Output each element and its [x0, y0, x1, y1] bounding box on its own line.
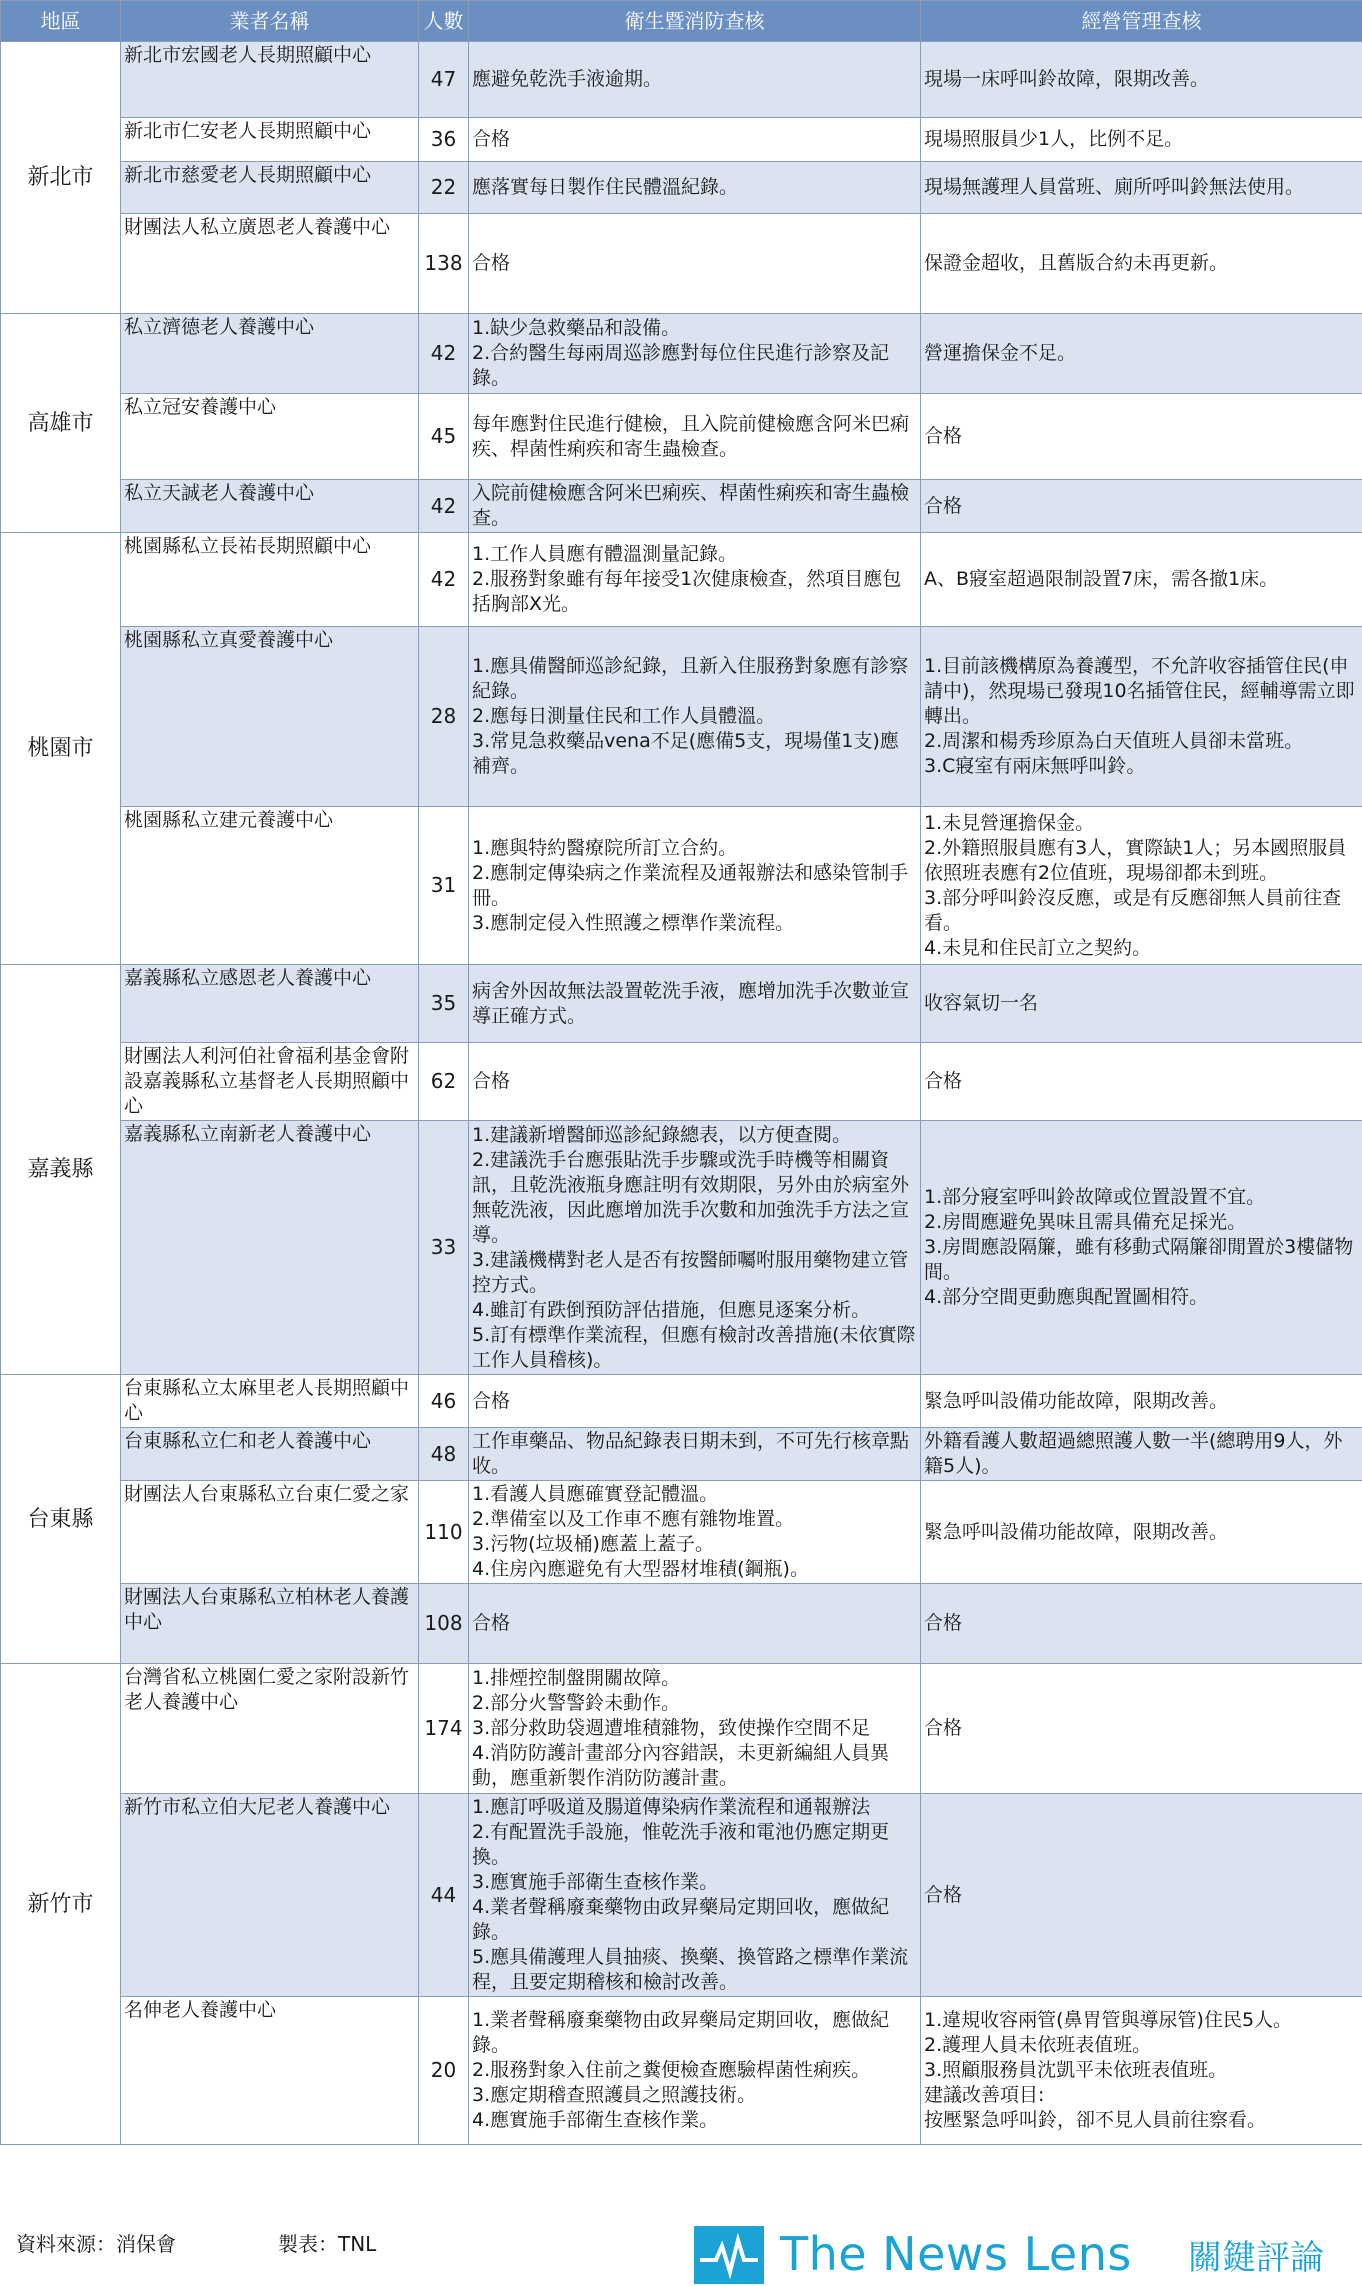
table-row [1, 42, 1362, 118]
operator-name-cell: 新北市慈愛老人長期照顧中心 [121, 162, 419, 214]
resident-count-cell: 35 [419, 965, 469, 1043]
header-region: 地區 [1, 1, 121, 42]
management-cell: 1.違規收容兩管(鼻胃管與導尿管)住民5人。 2.護理人員未依班表值班。 3.照顧服務員沈凱平未依班表值班。 建議改善項目: 按壓緊急呼叫鈴，卻不見人員前往察看。 [921, 1997, 1362, 2145]
table-header-row [1, 1, 1362, 42]
table-row [1, 1043, 1362, 1121]
resident-count-cell: 46 [419, 1375, 469, 1428]
management-cell: A、B寢室超過限制設置7床，需各撤1床。 [921, 533, 1362, 627]
management-cell: 合格 [921, 480, 1362, 533]
health-fire-cell: 1.缺少急救藥品和設備。 2.合約醫生每兩周巡診應對每位住民進行診察及記錄。 [469, 314, 921, 394]
management-cell: 合格 [921, 1664, 1362, 1794]
management-cell: 現場無護理人員當班、廁所呼叫鈴無法使用。 [921, 162, 1362, 214]
table-row [1, 1121, 1362, 1375]
health-fire-cell: 病舍外因故無法設置乾洗手液，應增加洗手次數並宣導正確方式。 [469, 965, 921, 1043]
management-cell: 緊急呼叫設備功能故障，限期改善。 [921, 1481, 1362, 1584]
table-row [1, 965, 1362, 1043]
management-cell: 保證金超收，且舊版合約未再更新。 [921, 214, 1362, 314]
resident-count-cell: 31 [419, 807, 469, 965]
resident-count-cell: 108 [419, 1584, 469, 1664]
operator-name-cell: 台東縣私立仁和老人養護中心 [121, 1428, 419, 1481]
operator-name-cell: 桃園縣私立建元養護中心 [121, 807, 419, 965]
region-cell: 台東縣 [1, 1375, 121, 1664]
table-row [1, 1375, 1362, 1428]
health-fire-cell: 1.應訂呼吸道及腸道傳染病作業流程和通報辦法 2.有配置洗手設施，惟乾洗手液和電池仍應定期更換。 3.應實施手部衛生查核作業。 4.業者聲稱廢棄藥物由政昇藥局定期回收，應做紀錄。 5.應具備護理人員抽痰、換藥、換管路之標準作業流程，且要定期稽核和檢討改善。 [469, 1794, 921, 1997]
region-cell: 新竹市 [1, 1664, 121, 2145]
resident-count-cell: 47 [419, 42, 469, 118]
region-cell: 桃園市 [1, 533, 121, 965]
health-fire-cell: 1.工作人員應有體溫測量記錄。 2.服務對象雖有每年接受1次健康檢查，然項目應包括胸部X光。 [469, 533, 921, 627]
operator-name-cell: 新竹市私立伯大尼老人養護中心 [121, 1794, 419, 1997]
header-count: 人數 [419, 1, 469, 42]
health-fire-cell: 1.業者聲稱廢棄藥物由政昇藥局定期回收，應做紀錄。 2.服務對象入住前之糞便檢查應驗桿菌性痢疾。 3.應定期稽查照護員之照護技術。 4.應實施手部衛生查核作業。 [469, 1997, 921, 2145]
operator-name-cell: 財團法人台東縣私立台東仁愛之家 [121, 1481, 419, 1584]
resident-count-cell: 45 [419, 394, 469, 480]
health-fire-cell: 1.應具備醫師巡診紀錄，且新入住服務對象應有診察紀錄。 2.應每日測量住民和工作人員體溫。 3.常見急救藥品vena不足(應備5支，現場僅1支)應補齊。 [469, 627, 921, 807]
table-row [1, 214, 1362, 314]
resident-count-cell: 44 [419, 1794, 469, 1997]
table-row [1, 1584, 1362, 1664]
health-fire-cell: 1.應與特約醫療院所訂立合約。 2.應制定傳染病之作業流程及通報辦法和感染管制手冊。 3.應制定侵入性照護之標準作業流程。 [469, 807, 921, 965]
region-cell: 高雄市 [1, 314, 121, 533]
resident-count-cell: 42 [419, 480, 469, 533]
table-row [1, 118, 1362, 162]
operator-name-cell: 財團法人利河伯社會福利基金會附設嘉義縣私立基督老人長期照顧中心 [121, 1043, 419, 1121]
health-fire-cell: 合格 [469, 1375, 921, 1428]
the-news-lens-logo-icon [694, 2226, 764, 2284]
health-fire-cell: 入院前健檢應含阿米巴痢疾、桿菌性痢疾和寄生蟲檢查。 [469, 480, 921, 533]
table-row [1, 1481, 1362, 1584]
management-cell: 合格 [921, 1584, 1362, 1664]
operator-name-cell: 桃園縣私立長祐長期照顧中心 [121, 533, 419, 627]
resident-count-cell: 28 [419, 627, 469, 807]
operator-name-cell: 名伸老人養護中心 [121, 1997, 419, 2145]
header-management: 經營管理查核 [921, 1, 1362, 42]
resident-count-cell: 22 [419, 162, 469, 214]
operator-name-cell: 私立冠安養護中心 [121, 394, 419, 480]
operator-name-cell: 私立濟德老人養護中心 [121, 314, 419, 394]
management-cell: 緊急呼叫設備功能故障，限期改善。 [921, 1375, 1362, 1428]
health-fire-cell: 合格 [469, 1043, 921, 1121]
table-row [1, 1664, 1362, 1794]
resident-count-cell: 36 [419, 118, 469, 162]
header-health-fire: 衛生暨消防查核 [469, 1, 921, 42]
health-fire-cell: 應落實每日製作住民體溫紀錄。 [469, 162, 921, 214]
management-cell: 1.未見營運擔保金。 2.外籍照服員應有3人，實際缺1人；另本國照服員依照班表應有2位值班，現場卻都未到班。 3.部分呼叫鈴沒反應，或是有反應卻無人員前往查看。 4.未見和住民訂立之契約。 [921, 807, 1362, 965]
resident-count-cell: 110 [419, 1481, 469, 1584]
management-cell: 收容氣切一名 [921, 965, 1362, 1043]
operator-name-cell: 嘉義縣私立南新老人養護中心 [121, 1121, 419, 1375]
table-row [1, 480, 1362, 533]
health-fire-cell: 1.看護人員應確實登記體溫。 2.準備室以及工作車不應有雜物堆置。 3.污物(垃圾桶)應蓋上蓋子。 4.住房內應避免有大型器材堆積(鋼瓶)。 [469, 1481, 921, 1584]
table-row [1, 314, 1362, 394]
table-body [1, 42, 1362, 2145]
region-cell: 嘉義縣 [1, 965, 121, 1375]
health-fire-cell: 合格 [469, 118, 921, 162]
health-fire-cell: 合格 [469, 1584, 921, 1664]
health-fire-cell: 每年應對住民進行健檢，且入院前健檢應含阿米巴痢疾、桿菌性痢疾和寄生蟲檢查。 [469, 394, 921, 480]
health-fire-cell: 合格 [469, 214, 921, 314]
resident-count-cell: 42 [419, 314, 469, 394]
table-row [1, 1794, 1362, 1997]
management-cell: 現場照服員少1人，比例不足。 [921, 118, 1362, 162]
health-fire-cell: 工作車藥品、物品紀錄表日期未到，不可先行核章點收。 [469, 1428, 921, 1481]
management-cell: 合格 [921, 394, 1362, 480]
management-cell: 合格 [921, 1794, 1362, 1997]
resident-count-cell: 20 [419, 1997, 469, 2145]
header-operator: 業者名稱 [121, 1, 419, 42]
maker-note: 製表：TNL [278, 2232, 377, 2256]
resident-count-cell: 33 [419, 1121, 469, 1375]
table-row [1, 533, 1362, 627]
resident-count-cell: 138 [419, 214, 469, 314]
operator-name-cell: 台灣省私立桃園仁愛之家附設新竹老人養護中心 [121, 1664, 419, 1794]
brand-name-cn: 關鍵評論 [1188, 2238, 1324, 2278]
table-row [1, 627, 1362, 807]
operator-name-cell: 新北市宏國老人長期照顧中心 [121, 42, 419, 118]
management-cell: 1.部分寢室呼叫鈴故障或位置設置不宜。 2.房間應避免異味且需具備充足採光。 3.房間應設隔簾，雖有移動式隔簾卻閒置於3樓儲物間。 4.部分空間更動應與配置圖相符。 [921, 1121, 1362, 1375]
operator-name-cell: 嘉義縣私立感恩老人養護中心 [121, 965, 419, 1043]
management-cell: 外籍看護人數超過總照護人數一半(總聘用9人，外籍5人)。 [921, 1428, 1362, 1481]
source-note: 資料來源：消保會 [16, 2232, 176, 2256]
operator-name-cell: 新北市仁安老人長期照顧中心 [121, 118, 419, 162]
health-fire-cell: 應避免乾洗手液逾期。 [469, 42, 921, 118]
operator-name-cell: 私立天誠老人養護中心 [121, 480, 419, 533]
resident-count-cell: 174 [419, 1664, 469, 1794]
management-cell: 現場一床呼叫鈴故障，限期改善。 [921, 42, 1362, 118]
table-row [1, 394, 1362, 480]
management-cell: 營運擔保金不足。 [921, 314, 1362, 394]
table-row [1, 1428, 1362, 1481]
health-fire-cell: 1.建議新增醫師巡診紀錄總表，以方便查閱。 2.建議洗手台應張貼洗手步驟或洗手時機等相關資訊，且乾洗液瓶身應註明有效期限，另外由於病室外無乾洗液，因此應增加洗手次數和加強洗手方法之宣導。 3.建議機構對老人是否有按醫師囑咐服用藥物建立管控方式。 4.雖訂有跌倒預防評估措施，但應見逐案分析。 5.訂有標準作業流程，但應有檢討改善措施(未依實際工作人員稽核)。 [469, 1121, 921, 1375]
operator-name-cell: 桃園縣私立真愛養護中心 [121, 627, 419, 807]
table-row [1, 807, 1362, 965]
operator-name-cell: 財團法人私立廣恩老人養護中心 [121, 214, 419, 314]
operator-name-cell: 台東縣私立太麻里老人長期照顧中心 [121, 1375, 419, 1428]
brand-name: The News Lens [780, 2227, 1132, 2281]
resident-count-cell: 48 [419, 1428, 469, 1481]
resident-count-cell: 42 [419, 533, 469, 627]
management-cell: 1.目前該機構原為養護型，不允許收容插管住民(申請中)，然現場已發現10名插管住民，經輔導需立即轉出。 2.周潔和楊秀珍原為白天值班人員卻未當班。 3.C寢室有兩床無呼叫鈴。 [921, 627, 1362, 807]
management-cell: 合格 [921, 1043, 1362, 1121]
resident-count-cell: 62 [419, 1043, 469, 1121]
region-cell: 新北市 [1, 42, 121, 314]
table-row [1, 162, 1362, 214]
footer [0, 2216, 1362, 2286]
operator-name-cell: 財團法人台東縣私立柏林老人養護中心 [121, 1584, 419, 1664]
table-row [1, 1997, 1362, 2145]
health-fire-cell: 1.排煙控制盤開關故障。 2.部分火警警鈴未動作。 3.部分救助袋週遭堆積雜物，致使操作空間不足 4.消防防護計畫部分內容錯誤，未更新編組人員異動，應重新製作消防防護計畫。 [469, 1664, 921, 1794]
